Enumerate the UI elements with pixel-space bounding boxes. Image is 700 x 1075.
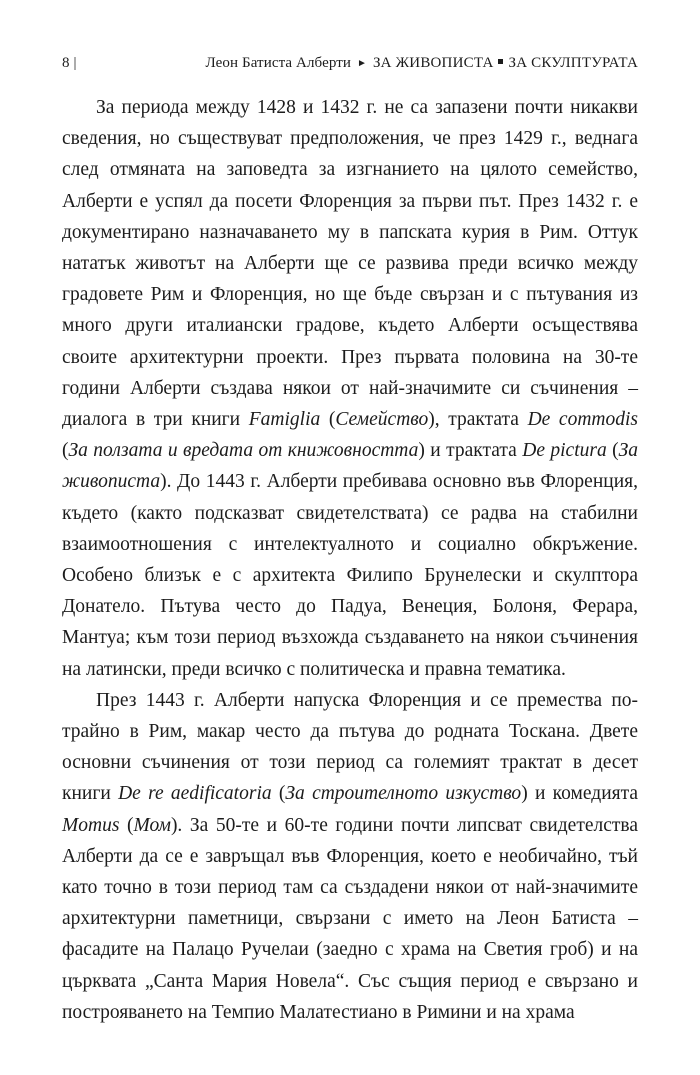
italic-text: За живописта (62, 440, 639, 493)
italic-text: De commodis (527, 409, 638, 431)
italic-text: De re aedificatoria (118, 783, 272, 805)
running-head-title-2: ЗА СКУЛПТУРАТА (508, 55, 638, 71)
text-run: ). За 50-те и 60-те години почти липсват свидетелства Алберти да се е завръщал във Флоренция, което е необичайно, тъй като точно в този период там са създадени някои от най-значимите архитектурни паметници, свързани с името на Леон Батиста – фасадите на Палацо Ручелаи (заедно с храма на Светия гроб) и на църквата „Санта Мария Новела“. Със същия период е свързано и построяването на Темпио Малатестиано в Римини и на храма (62, 814, 639, 1023)
text-run: ( (62, 440, 69, 462)
italic-text: De pictura (522, 440, 607, 462)
triangle-arrow-icon: ► (357, 58, 367, 69)
text-run: ( (119, 814, 134, 836)
running-head-title-1: ЗА ЖИВОПИСТА (372, 55, 494, 71)
italic-text: За строителното изкуство (285, 783, 522, 805)
italic-text: Мом (133, 814, 171, 836)
text-run: За периода между 1428 и 1432 г. не са запазени почти никакви сведения, но съществуват предположения, че през 1429 г., веднага след отмяната на заповедта за изгнанието на цялото семейство, Алберти е успял да посети Флоренция за първи път. През 1432 г. е документирано назначаването му в папската курия в Рим. Оттук нататък животът на Алберти ще се развива преди всичко между градовете Рим и Флоренция, но ще бъде свързан и с пътувания из много други италиански градове, където Алберти осъществява своите архитектурни проекти. През първата половина на 30-те години Алберти създава някои от най-значимите си съчинения – диалога в три книги (62, 97, 638, 431)
text-run: ) и трактата (418, 440, 523, 462)
italic-text: Семейство (335, 409, 429, 431)
italic-text: Momus (62, 814, 120, 836)
running-head-author: Леон Батиста Алберти (205, 55, 352, 71)
text-run: ) и комедията (521, 783, 639, 805)
page-number: 8 | (62, 52, 77, 74)
text-run: ( (320, 409, 336, 431)
paragraph (62, 685, 638, 1028)
italic-text: За ползата и вредата от книжовността (68, 440, 419, 462)
page-header (62, 52, 638, 74)
body-text (62, 92, 638, 1028)
square-bullet-icon (498, 59, 503, 64)
text-run: ), трактата (428, 409, 528, 431)
running-head (205, 52, 638, 76)
text-run: ( (271, 783, 286, 805)
header-separator: | (73, 55, 77, 71)
paragraph (62, 92, 638, 685)
italic-text: Famiglia (248, 409, 321, 431)
text-run: През 1443 г. Алберти напуска Флоренция и се премества по-трайно в Рим, макар често да пътува до родната Тоскана. Двете основни съчинения от този период са големият трактат в десет книги (62, 689, 638, 805)
text-run: ). До 1443 г. Алберти пребивава основно във Флоренция, където (както подсказват свидетелствата) се радва на стабилни взаимоотношения с интелектуалното и социално обкръжение. Особено близък е с архитекта Филипо Брунелески и скулптора Донатело. Пътува често до Падуа, Венеция, Болоня, Ферара, Мантуа; към този период възхожда създаването на някои съчинения на латински, преди всичко с политическа и правна тематика. (62, 471, 638, 680)
text-run: ( (606, 440, 619, 462)
